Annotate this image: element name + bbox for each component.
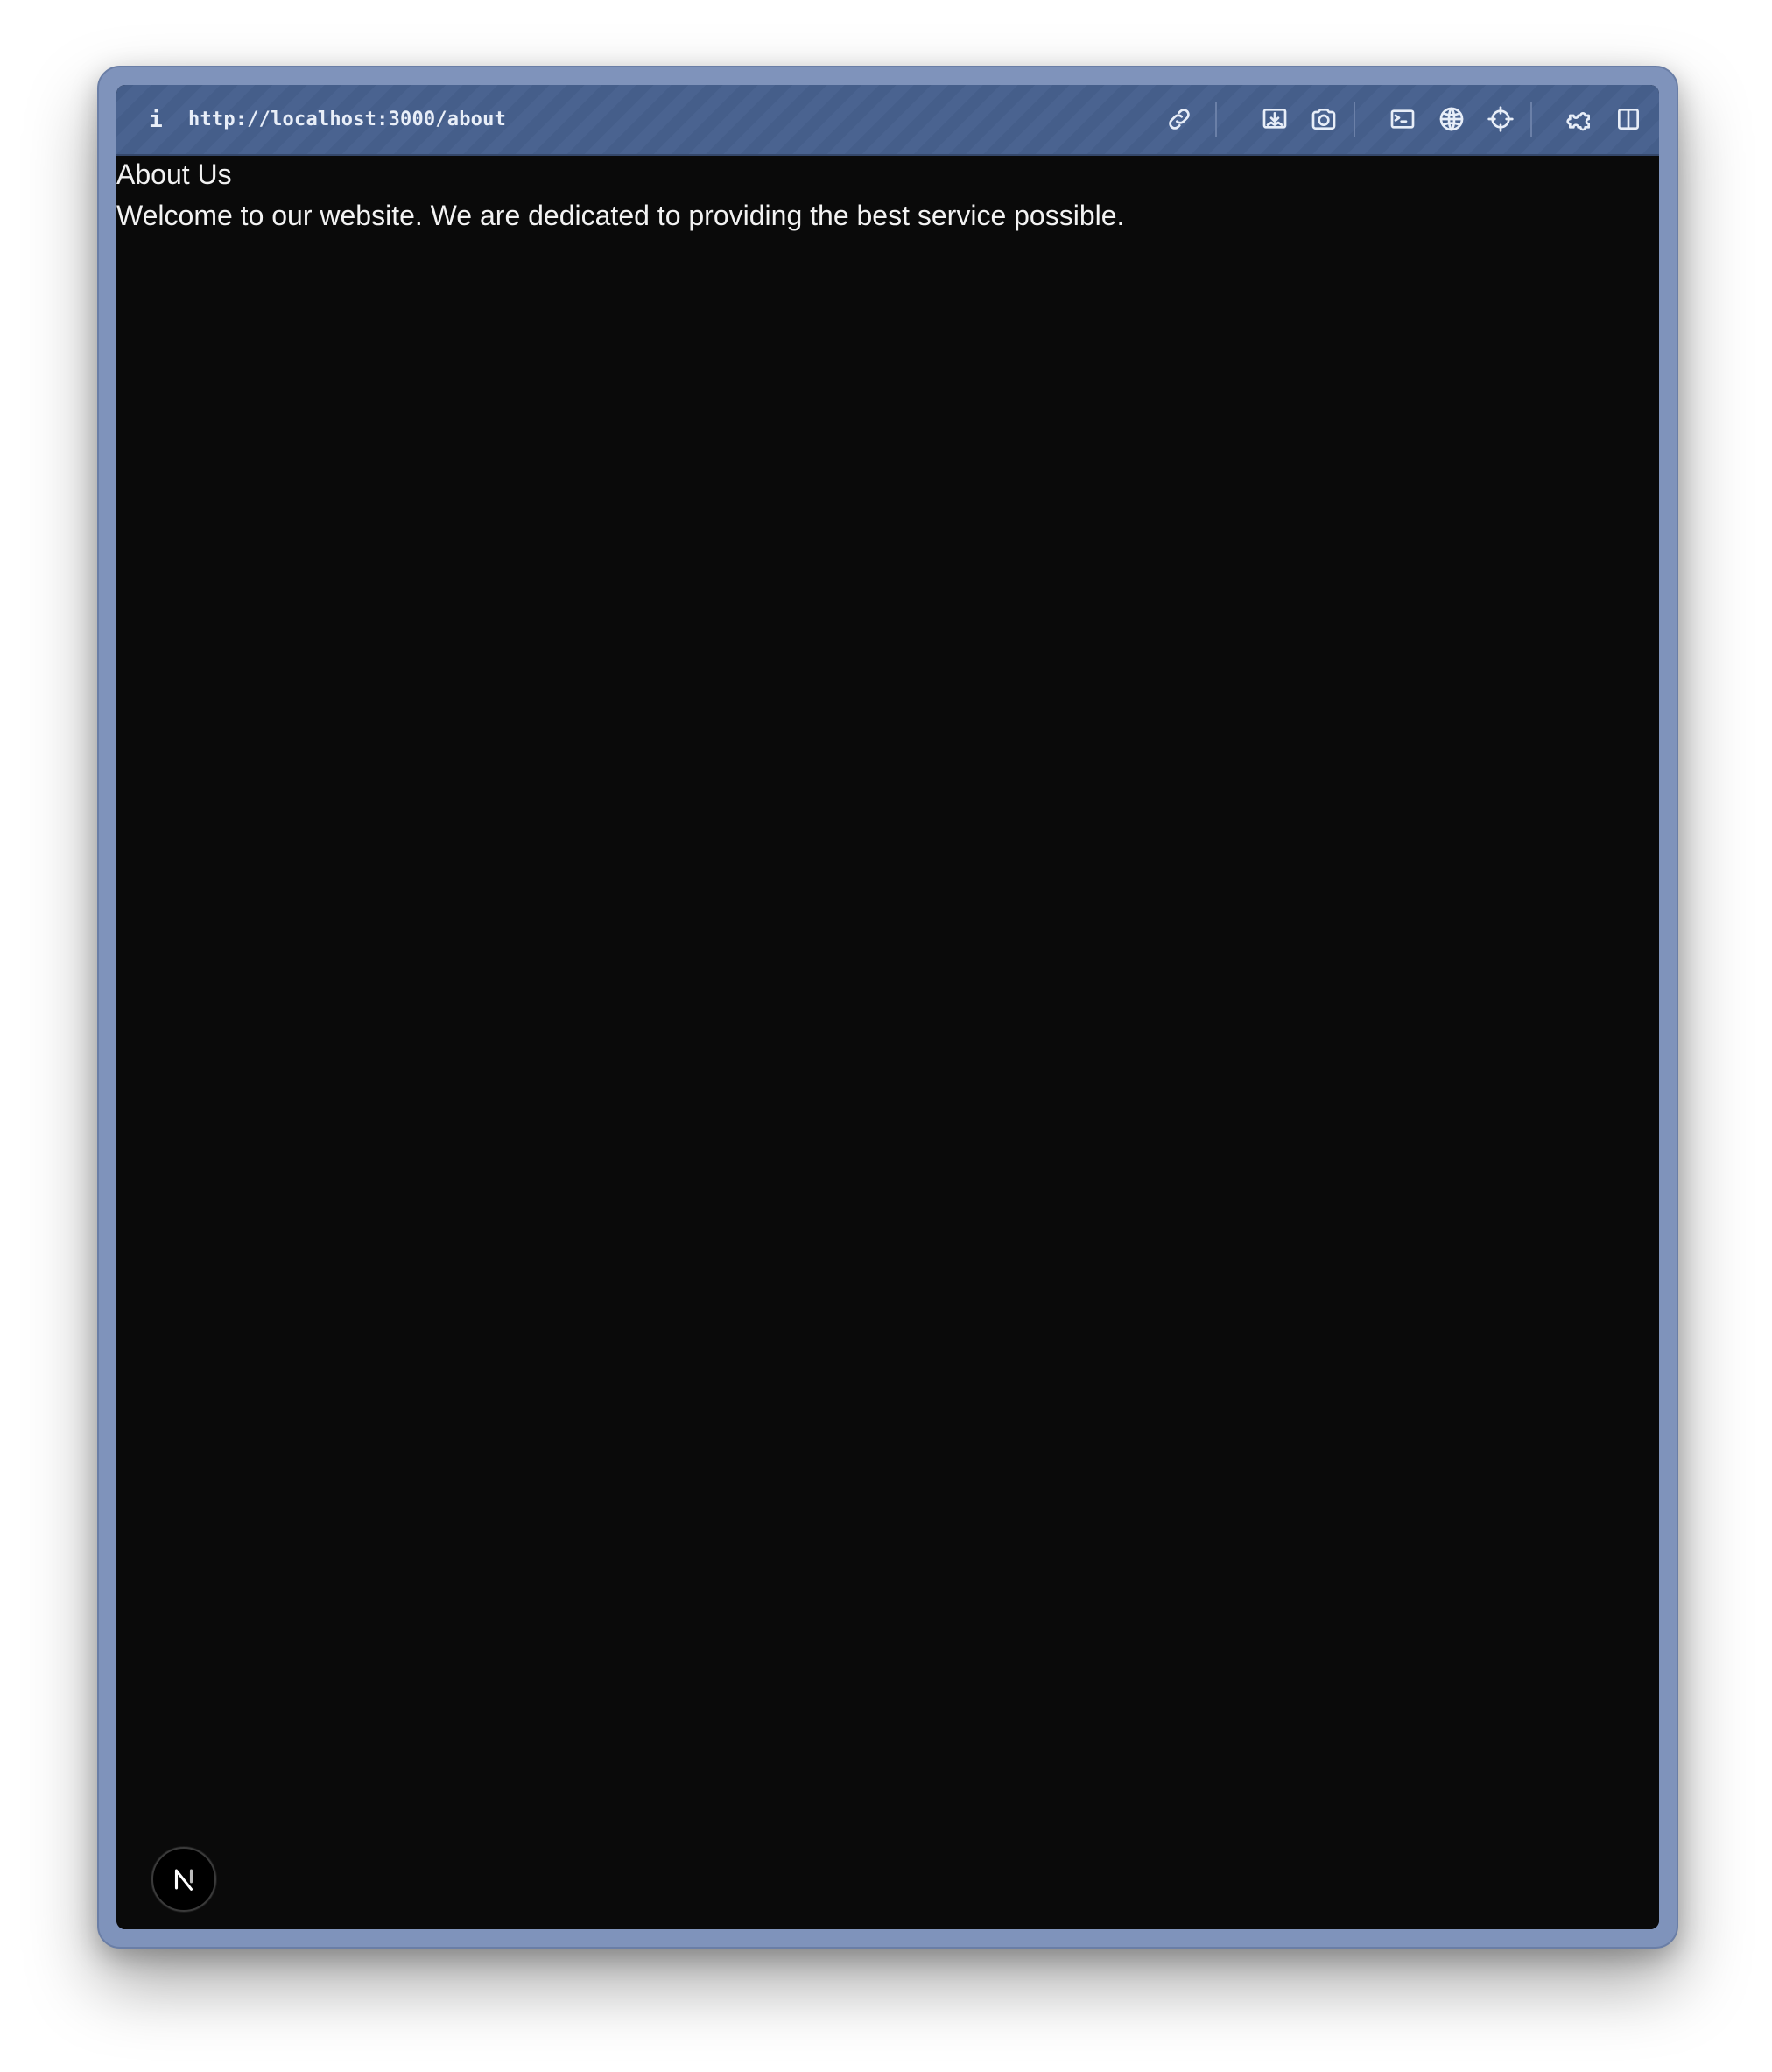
info-icon[interactable]: i <box>149 106 163 133</box>
nextjs-dev-badge[interactable] <box>151 1847 216 1912</box>
sidebar-toggle-icon[interactable] <box>1614 104 1643 134</box>
browser-window <box>97 66 1678 1949</box>
page-title: About Us <box>116 159 232 190</box>
url-field[interactable]: http://localhost:3000/about <box>188 109 507 130</box>
crosshair-icon[interactable] <box>1486 104 1515 134</box>
image-download-icon[interactable] <box>1260 104 1290 134</box>
nextjs-logo-icon <box>169 1864 199 1894</box>
terminal-icon[interactable] <box>1388 104 1417 134</box>
toolbar-divider <box>1530 102 1532 137</box>
toolbar-divider <box>1354 102 1355 137</box>
page-body-text: Welcome to our website. We are dedicated to providing the best service possible. <box>116 200 1125 231</box>
camera-icon[interactable] <box>1309 104 1339 134</box>
browser-viewport-container <box>116 85 1659 1929</box>
page-content <box>116 156 1659 1929</box>
toolbar-divider <box>1215 102 1217 137</box>
browser-toolbar <box>116 85 1659 156</box>
link-icon[interactable] <box>1164 104 1194 134</box>
extension-icon[interactable] <box>1565 104 1594 134</box>
globe-icon[interactable] <box>1437 104 1466 134</box>
